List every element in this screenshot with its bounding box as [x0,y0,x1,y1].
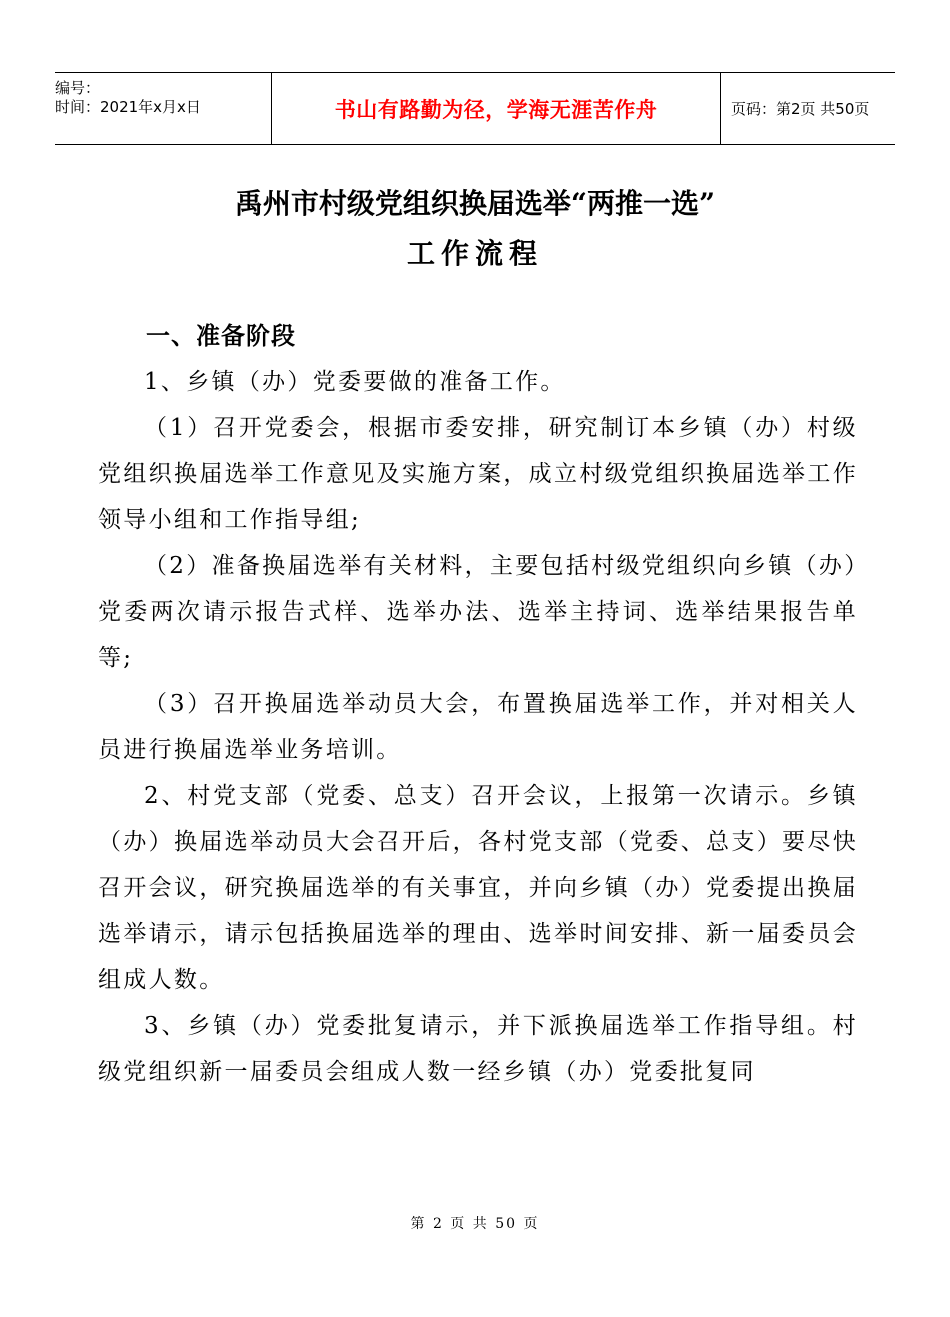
paragraph: 2、村党支部（党委、总支）召开会议，上报第一次请示。乡镇（办）换届选举动员大会召开后，各村党支部（党委、总支）要尽快召开会议，研究换届选举的有关事宜，并向乡镇（办）党委提出换届选举请示，请示包括换届选举的理由、选举时间安排、新一届委员会组成人数。 [98,783,858,993]
motto-text: 书山有路勤为径，学海无涯苦作舟 [334,97,658,122]
document-title-line1: 禹州市村级党组织换届选举“两推一选” [234,187,716,220]
paragraph: 1、乡镇（办）党委要做的准备工作。 [144,369,566,395]
page-header [55,72,895,145]
page-footer: 第 2 页 共 50 页 [410,1216,540,1232]
header-meta [55,73,271,144]
header-motto-cell [271,73,721,144]
header-page-info [721,73,895,144]
time-label: 时间：2021年x月x日 [55,98,201,116]
serial-label: 编号： [55,79,101,97]
paragraph: （1）召开党委会，根据市委安排，研究制订本乡镇（办）村级党组织换届选举工作意见及实施方案，成立村级党组织换届选举工作领导小组和工作指导组; [98,415,858,533]
paragraph: （3）召开换届选举动员大会，布置换届选举工作，并对相关人员进行换届选举业务培训。 [98,691,858,763]
document-body [98,313,858,1095]
section-heading: 一、准备阶段 [146,322,296,350]
paragraph: （2）准备换届选举有关材料，主要包括村级党组织向乡镇（办）党委两次请示报告式样、选举办法、选举主持词、选举结果报告单等; [98,553,858,671]
paragraph: 3、乡镇（办）党委批复请示，并下派换届选举工作指导组。村级党组织新一届委员会组成人数一经乡镇（办）党委批复同 [98,1013,858,1085]
page-info-text: 页码：第2页 共50页 [731,100,870,118]
document-title-line2: 工作流程 [406,237,543,270]
